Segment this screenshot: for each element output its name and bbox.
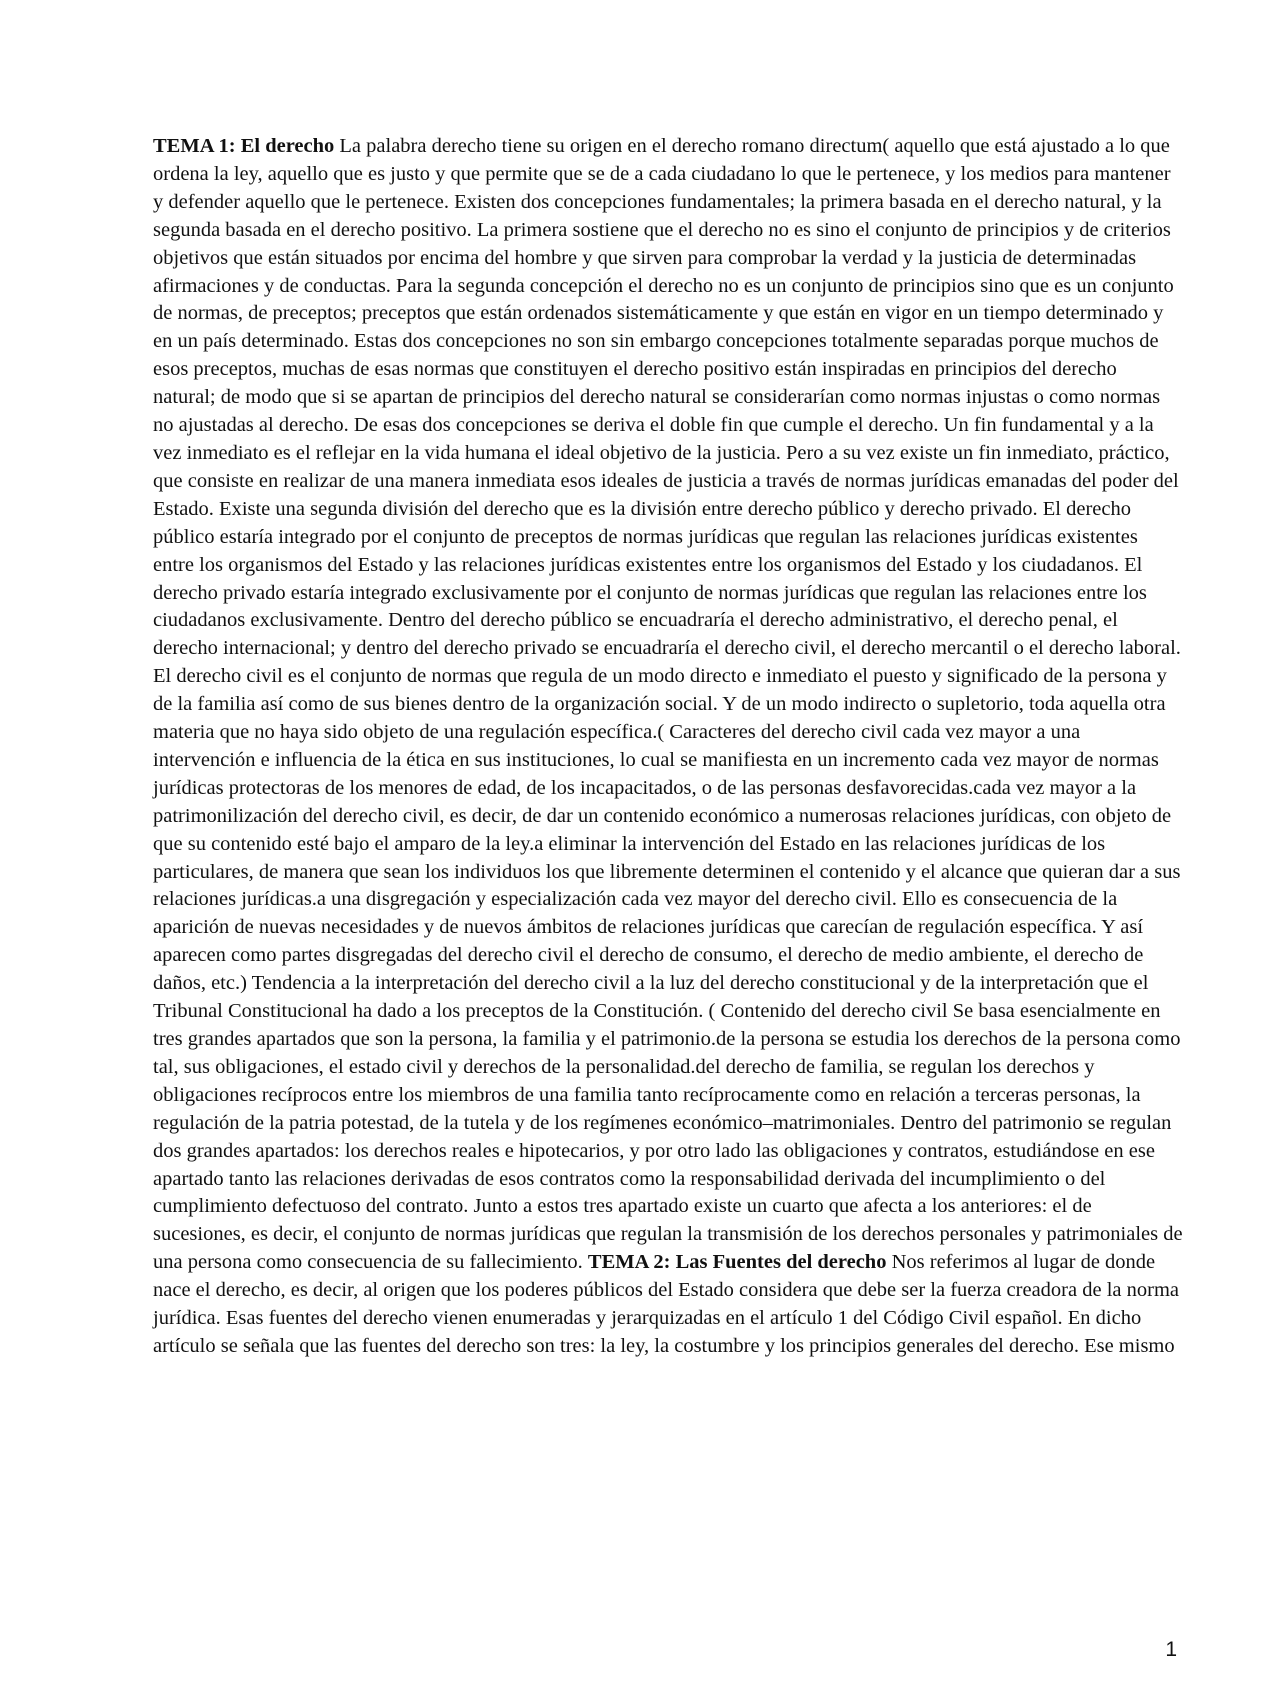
section-text-tema-2: Nos referimos al lugar de donde nace el derecho, es decir, al origen que los poderes públicos del Estado considera que debe ser la fuerza creadora de la norma jurídica. Esas fuentes del derecho vienen enumeradas y jerarquizadas en el artículo 1 del Código Civil español. En dicho artículo se señala que las fuentes del derecho son tres: la ley, la costumbre y los principios generales del derecho. Ese mismo <box>153 1251 1179 1357</box>
document-body <box>153 133 1183 1361</box>
section-heading-tema-1: TEMA 1: El derecho <box>153 135 335 157</box>
section-text-tema-1: La palabra derecho tiene su origen en el derecho romano directum( aquello que está ajustado a lo que ordena la ley, aquello que es justo y que permite que se de a cada ciudadano lo que le pertenece, y los medios para mantener y defender aquello que le pertenece. Existen dos concepciones fundamentales; la primera basada en el derecho natural, y la segunda basada en el derecho positivo. La primera sostiene que el derecho no es sino el conjunto de principios y de criterios objetivos que están situados por encima del hombre y que sirven para comprobar la verdad y la justicia de determinadas afirmaciones y de conductas. Para la segunda concepción el derecho no es un conjunto de principios sino que es un conjunto de normas, de preceptos; preceptos que están ordenados sistemáticamente y que están en vigor en un tiempo determinado y en un país determinado. Estas dos concepciones no son sin embargo concepciones totalmente separadas porque muchos de esos preceptos, muchas de esas normas que constituyen el derecho positivo están inspiradas en principios del derecho natural; de modo que si se apartan de principios del derecho natural se considerarían como normas injustas o como normas no ajustadas al derecho. De esas dos concepciones se deriva el doble fin que cumple el derecho. Un fin fundamental y a la vez inmediato es el reflejar en la vida humana el ideal objetivo de la justicia. Pero a su vez existe un fin inmediato, práctico, que consiste en realizar de una manera inmediata esos ideales de justicia a través de normas jurídicas emanadas del poder del Estado. Existe una segunda división del derecho que es la división entre derecho público y derecho privado. El derecho público estaría integrado por el conjunto de preceptos de normas jurídicas que regulan las relaciones jurídicas existentes entre los organismos del Estado y las relaciones jurídicas existentes entre los organismos del Estado y los ciudadanos. El derecho privado estaría integrado exclusivamente por el conjunto de normas jurídicas que regulan las relaciones entre los ciudadanos exclusivamente. Dentro del derecho público se encuadraría el derecho administrativo, el derecho penal, el derecho internacional; y dentro del derecho privado se encuadraría el derecho civil, el derecho mercantil o el derecho laboral. El derecho civil es el conjunto de normas que regula de un modo directo e inmediato el puesto y significado de la persona y de la familia así como de sus bienes dentro de la organización social. Y de un modo indirecto o supletorio, toda aquella otra materia que no haya sido objeto de una regulación específica.( Caracteres del derecho civil cada vez mayor a una intervención e influencia de la ética en sus instituciones, lo cual se manifiesta en un incremento cada vez mayor de normas jurídicas protectoras de los menores de edad, de los incapacitados, o de las personas desfavorecidas.cada vez mayor a la patrimonilización del derecho civil, es decir, de dar un contenido económico a numerosas relaciones jurídicas, con objeto de que su contenido esté bajo el amparo de la ley.a eliminar la intervención del Estado en las relaciones jurídicas de los particulares, de manera que sean los individuos los que libremente determinen el contenido y el alcance que quieran dar a sus relaciones jurídicas.a una disgregación y especialización cada vez mayor del derecho civil. Ello es consecuencia de la aparición de nuevas necesidades y de nuevos ámbitos de relaciones jurídicas que carecían de regulación específica. Y así aparecen como partes disgregadas del derecho civil el derecho de consumo, el derecho de medio ambiente, el derecho de daños, etc.) Tendencia a la interpretación del derecho civil a la luz del derecho constitucional y de la interpretación que el Tribunal Constitucional ha dado a los preceptos de la Constitución. ( Contenido del derecho civil Se basa esencialmente en tres grandes apartados que son la persona, la familia y el patrimonio.de la persona se estudia los derechos de la persona como tal, sus obligaciones, el estado civil y derechos de la personalidad.del derecho de familia, se regulan los derechos y obligaciones recíprocos entre los miembros de una familia tanto recíprocamente como en relación a terceras personas, la regulación de la patria potestad, de la tutela y de los regímenes económico–matrimoniales. Dentro del patrimonio se regulan dos grandes apartados: los derechos reales e hipotecarios, y por otro lado las obligaciones y contratos, estudiándose en ese apartado tanto las relaciones derivadas de esos contratos como la responsabilidad derivada del incumplimiento o del cumplimiento defectuoso del contrato. Junto a estos tres apartado existe un cuarto que afecta a los anteriores: el de sucesiones, es decir, el conjunto de normas jurídicas que regulan la transmisión de los derechos personales y patrimoniales de una persona como consecuencia de su fallecimiento. <box>153 135 1183 1274</box>
page-number: 1 <box>1165 1638 1177 1661</box>
section-heading-tema-2: TEMA 2: Las Fuentes del derecho <box>587 1251 887 1274</box>
